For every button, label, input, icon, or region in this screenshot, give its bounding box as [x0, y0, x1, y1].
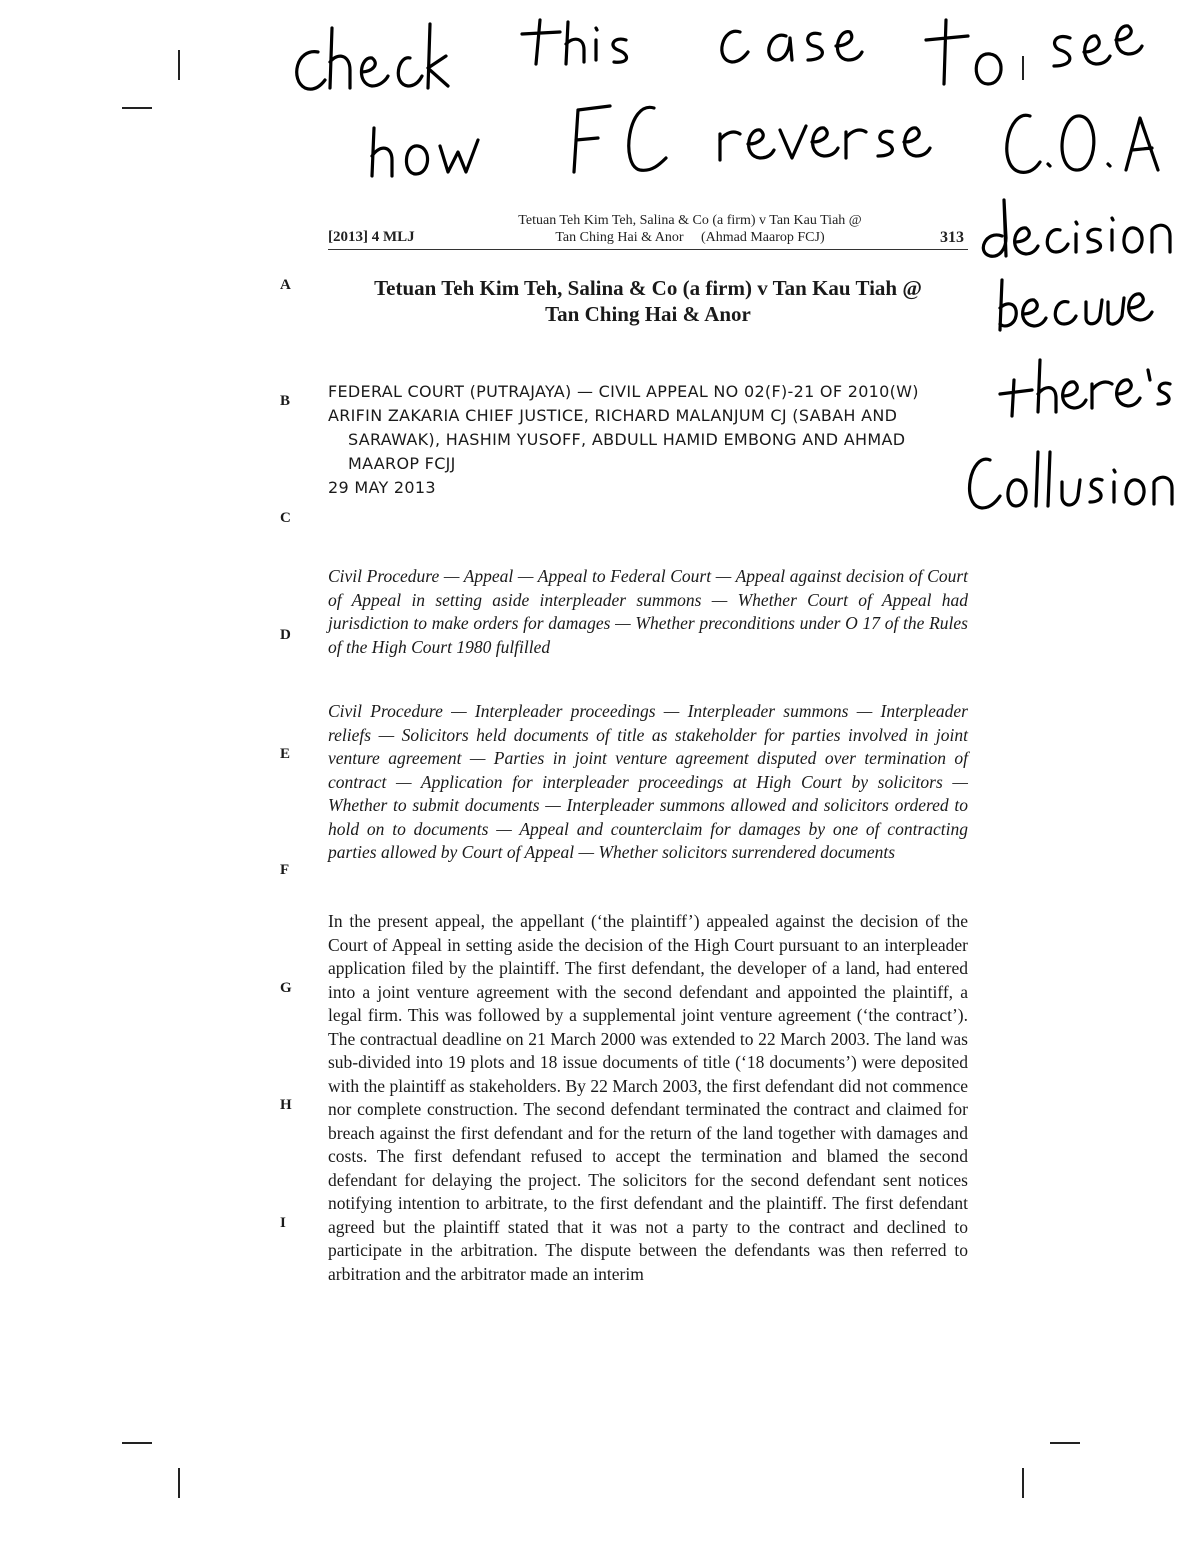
margin-letter-c: C: [280, 510, 291, 526]
handwritten-margin-note: [962, 190, 1192, 510]
running-head-line-2: Tan Ching Hai & Anor (Ahmad Maarop FCJ): [555, 230, 825, 245]
margin-letter-i: I: [280, 1215, 286, 1231]
coram-judges: ARIFIN ZAKARIA CHIEF JUSTICE, RICHARD MALANJUM CJ (SABAH AND SARAWAK), HASHIM YUSOFF, ABDULL HAMID EMBONG AND AHMAD MAAROP FCJJ: [328, 406, 906, 473]
crop-mark-bottom-left-vertical: [178, 1468, 180, 1498]
crop-mark-bottom-right-horizontal: [1050, 1442, 1080, 1444]
catchword-paragraph-2: Civil Procedure — Interpleader proceedings — Interpleader summons — Interpleader reliefs — Solicitors held documents of title as stakeholder for parties involved in joint venture agreement — Parties in joint venture agreement disputed over termination of contract — Application for interpleader proceedings at High Court by solicitors — Whether to submit documents — Interpleader summons allowed and solicitors ordered to hold on to documents — Appeal and counterclaim for damages by one of contracting parties allowed by Court of Appeal — Whether solicitors surrendered documents: [328, 701, 968, 862]
case-title: [328, 275, 968, 327]
case-title-line-2: Tan Ching Hai & Anor: [545, 302, 751, 326]
margin-letter-b: B: [280, 393, 291, 409]
running-head-line-1: Tetuan Teh Kim Teh, Salina & Co (a firm) v Tan Kau Tiah @: [518, 213, 862, 228]
court-and-appeal-number: FEDERAL COURT (PUTRAJAYA) — CIVIL APPEAL NO 02(F)-21 OF 2010(W): [328, 382, 919, 401]
case-title-line-1: Tetuan Teh Kim Teh, Salina & Co (a firm) v Tan Kau Tiah @: [374, 276, 922, 300]
court-info: [328, 380, 968, 500]
crop-mark-bottom-left-horizontal: [122, 1442, 152, 1444]
margin-letter-g: G: [280, 980, 292, 996]
page-number: 313: [940, 229, 964, 246]
running-head-rule: [328, 249, 968, 250]
margin-letter-e: E: [280, 746, 291, 762]
margin-letter-d: D: [280, 627, 291, 643]
headnote-paragraph: In the present appeal, the appellant (‘the plaintiff’) appealed against the decision of the Court of Appeal in setting aside the decision of the High Court pursuant to an interpleader application filed by the plaintiff. The first defendant, the developer of a land, had entered into a joint venture agreement with the second defendant and appointed the plaintiff, a legal firm. This was followed by a supplemental joint venture agreement (‘the contract’). The contractual deadline on 21 March 2000 was extended to 22 March 2003. The land was sub-divided into 19 plots and 18 issue documents of title (‘18 documents’) were deposited with the plaintiff as stakeholders. By 22 March 2003, the first defendant did not commence nor complete construction. The second defendant terminated the contract and claimed for breach against the first defendant and for the return of the land together with damages and costs. The first defendant refused to accept the termination and blamed the second defendant for delaying the project. The solicitors for the second defendant sent notices notifying intention to arbitrate, to the first defendant and the plaintiff. The first defendant agreed but the plaintiff stated that it was not a party to the contract and declined to participate in the arbitration. The dispute between the defendants was then referred to arbitration and the arbitrator made an interim: [328, 911, 968, 1284]
catchword-paragraph-1: Civil Procedure — Appeal — Appeal to Federal Court — Appeal against decision of Court of Appeal in setting aside interpleader summons — Whether Court of Appeal had jurisdiction to make orders for damages — Whether preconditions under O 17 of the Rules of the High Court 1980 fulfilled: [328, 566, 968, 657]
margin-letter-a: A: [280, 277, 291, 293]
margin-letter-f: F: [280, 862, 290, 878]
crop-mark-bottom-right-vertical: [1022, 1468, 1024, 1498]
running-head-citation: [2013] 4 MLJ: [328, 229, 415, 245]
margin-letter-h: H: [280, 1097, 292, 1113]
decision-date: 29 MAY 2013: [328, 478, 436, 497]
running-head-case-name: [470, 212, 910, 246]
